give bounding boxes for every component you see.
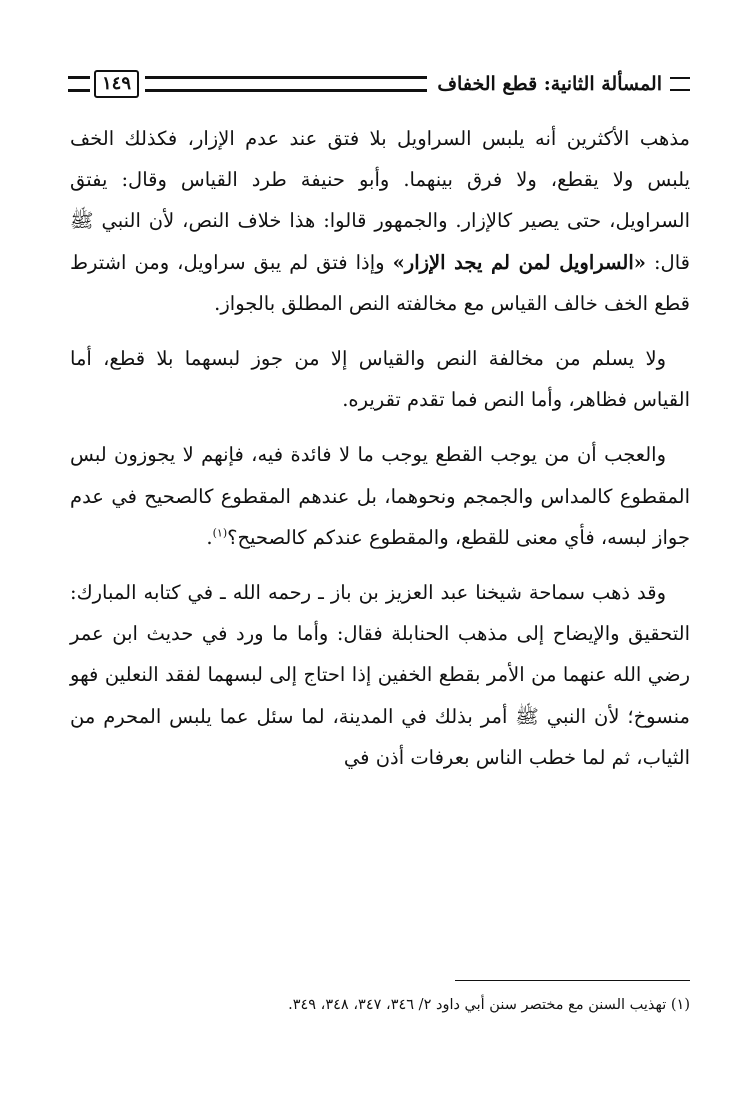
chapter-title: المسألة الثانية: قطع الخفاف xyxy=(437,73,662,95)
footnote-separator xyxy=(455,980,690,981)
paragraph-text: . xyxy=(206,525,213,549)
page-number: ١٤٩ xyxy=(94,70,139,98)
header-rule-left xyxy=(68,76,90,92)
paragraph xyxy=(70,118,690,324)
page-header xyxy=(68,68,690,100)
header-rule-right xyxy=(670,77,690,91)
paragraph-text: وإذا فتق لم يبق سراويل، ومن اشترط قطع الخف خالف القياس مع مخالفته النص المطلق بالجواز. xyxy=(70,250,690,315)
paragraph-text: مذهب الأكثرين أنه يلبس السراويل بلا فتق عند عدم الإزار، فكذلك الخف يلبس ولا يقطع، ولا فرق بينهما. وأبو حنيفة طرد القياس وقال: يفتق السراويل، حتى يصير كالإزار. والجمهور قالوا: هذا خلاف النص، لأن النبي ﷺ قال: xyxy=(70,127,690,274)
header-rule-middle xyxy=(145,76,427,92)
footnote-ref: (١) xyxy=(212,526,228,540)
paragraph-text: والعجب أن من يوجب القطع يوجب ما لا فائدة فيه، فإنهم لا يجوزون لبس المقطوع كالمداس والجمجم ونحوهما، بل عندهم المقطوع كالصحيح في عدم جواز لبسه، فأي معنى للقطع، والمقطوع عندكم كالصحيح؟ xyxy=(70,443,690,549)
body-text xyxy=(70,118,690,792)
paragraph xyxy=(70,434,690,558)
paragraph: ولا يسلم من مخالفة النص والقياس إلا من جوز لبسهما بلا قطع، أما القياس فظاهر، وأما النص فما تقدم تقريره. xyxy=(70,347,690,412)
footnote: (١) تهذيب السنن مع مختصر سنن أبي داود ٢/ ٣٤٦، ٣٤٧، ٣٤٨، ٣٤٩. xyxy=(288,997,690,1013)
paragraph: وقد ذهب سماحة شيخنا عبد العزيز بن باز ـ رحمه الله ـ في كتابه المبارك: التحقيق والإيضاح إلى مذهب الحنابلة فقال: وأما ما ورد في حديث ابن عمر رضي الله عنهما من الأمر بقطع الخفين إذا احتاج إلى لبسهما لفقد النعلين فهو منسوخ؛ لأن النبي ﷺ أمر بذلك في المدينة، لما سئل عما يلبس المحرم من الثياب، ثم لما خطب الناس بعرفات أذن في xyxy=(70,581,690,769)
hadith-quote: «السراويل لمن لم يجد الإزار» xyxy=(392,250,646,274)
